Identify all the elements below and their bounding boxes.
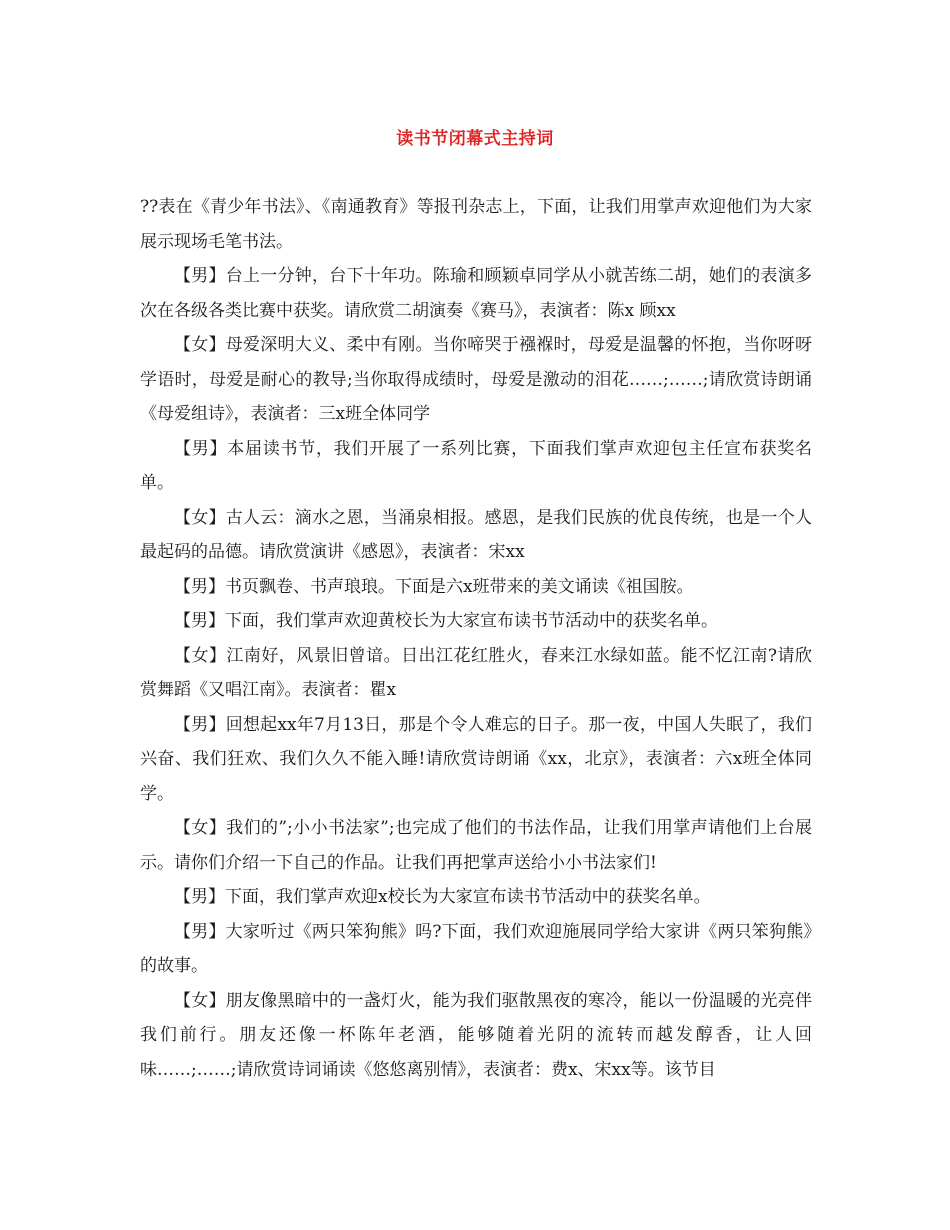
paragraph-male-erhu: 【男】台上一分钟，台下十年功。陈瑜和顾颖卓同学从小就苦练二胡，她们的表演多次在各级各类比赛中获奖。请欣赏二胡演奏《赛马》，表演者：陈x 顾xx [140, 266, 812, 321]
paragraph-male-bears-story: 【男】大家听过《两只笨狗熊》吗?下面，我们欢迎施展同学给大家讲《两只笨狗熊》的故事。 [140, 921, 812, 976]
paragraph-male-awards-huang: 【男】下面，我们掌声欢迎黄校长为大家宣布读书节活动中的获奖名单。 [174, 611, 718, 631]
paragraph-female-mother-love: 【女】母爱深明大义、柔中有刚。当你啼哭于襁褓时，母爱是温馨的怀抱，当你呀呀学语时，母爱是耐心的教导;当你取得成绩时，母爱是激动的泪花……;……;请欣赏诗朗诵《母爱组诗》，表演者：三x班全体同学 [140, 335, 812, 424]
document-title: 读书节闭幕式主持词 [396, 129, 554, 149]
paragraph-male-awards-bao: 【男】本届读书节，我们开展了一系列比赛，下面我们掌声欢迎包主任宣布获奖名单。 [140, 438, 812, 493]
paragraph-female-calligraphy: 【女】我们的”;小小书法家”;也完成了他们的书法作品，让我们用掌声请他们上台展示。请你们介绍一下自己的作品。让我们再把掌声送给小小书法家们! [140, 818, 812, 873]
paragraph-female-jiangnan: 【女】江南好，风景旧曾谙。日出江花红胜火，春来江水绿如蓝。能不忆江南?请欣赏舞蹈《又唱江南》。表演者：瞿x [140, 645, 812, 700]
paragraph-female-gratitude: 【女】古人云：滴水之恩，当涌泉相报。感恩，是我们民族的优良传统，也是一个人最起码的品德。请欣赏演讲《感恩》，表演者：宋xx [140, 507, 812, 562]
paragraph-female-friendship: 【女】朋友像黑暗中的一盏灯火，能为我们驱散黑夜的寒冷，能以一份温暖的光亮伴我们前行。朋友还像一杯陈年老酒，能够随着光阴的流转而越发醇香，让人回味……;……;请欣赏诗词诵读《悠悠离别情》，表演者：费x、宋xx等。该节目 [140, 990, 812, 1080]
paragraph-continuation: ??表在《青少年书法》、《南通教育》等报刊杂志上，下面，让我们用掌声欢迎他们为大家展示现场毛笔书法。 [140, 197, 812, 252]
paragraph-male-beijing: 【男】回想起xx年7月13日，那是个令人难忘的日子。那一夜，中国人失眠了，我们兴奋、我们狂欢、我们久久不能入睡!请欣赏诗朗诵《xx，北京》，表演者：六x班全体同学。 [140, 714, 812, 804]
document-body [140, 190, 812, 1087]
paragraph-male-awards-principal: 【男】下面，我们掌声欢迎x校长为大家宣布读书节活动中的获奖名单。 [174, 887, 711, 907]
paragraph-male-recitation: 【男】书页飘卷、书声琅琅。下面是六x班带来的美文诵读《祖国胺。 [174, 576, 694, 597]
